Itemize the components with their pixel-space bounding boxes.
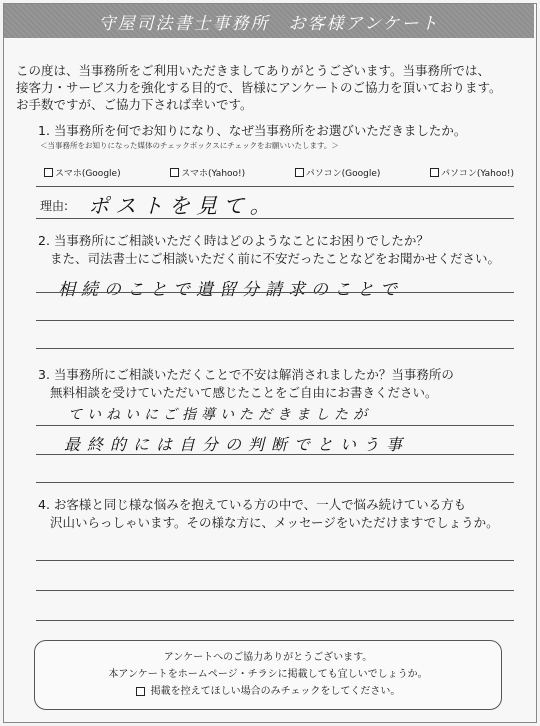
question-3-line2: 無料相談を受けていただいて感じたことをご自由にお書きください。	[50, 385, 438, 400]
publish-opt-out-label: 掲載を控えてほしい場合のみチェックをしてください。	[150, 686, 401, 697]
option-smartphone-yahoo[interactable]	[170, 166, 245, 179]
answer-line	[36, 186, 514, 187]
answer-line	[36, 560, 514, 561]
checkbox-icon[interactable]	[170, 168, 179, 177]
question-4-line2: 沢山いらっしゃいます。その様な方に、メッセージをいただけますでしょうか。	[50, 515, 499, 530]
checkbox-icon[interactable]	[136, 687, 145, 696]
question-2-line1: 2. 当事務所にご相談いただく時はどのようなことにお困りでしたか？	[38, 233, 429, 248]
checkbox-icon[interactable]	[44, 168, 53, 177]
question-3-answer-line1[interactable]: ていねいにご指導いただきましたが	[68, 407, 372, 423]
footer-thanks: アンケートへのご協力ありがとうございます。	[163, 652, 373, 663]
option-label: パソコン(Google)	[305, 169, 381, 179]
media-checkboxes	[44, 166, 514, 179]
option-smartphone-google[interactable]	[44, 166, 121, 179]
answer-line	[36, 482, 514, 483]
question-1: 1. 当事務所を何でお知りになり、なぜ当事務所をお選びいただきましたか。	[38, 123, 467, 138]
publish-opt-out[interactable]	[136, 683, 401, 700]
reason-answer[interactable]: ポストを見て。	[88, 194, 277, 218]
answer-line	[36, 292, 514, 293]
option-label: スマホ(Yahoo!)	[181, 169, 246, 179]
intro-line: 接客力・サービス力を強化する目的で、皆様にアンケートのご協力を頂いております。	[16, 80, 502, 95]
answer-line	[36, 348, 514, 349]
question-4-line1: 4. お客様と同じ様な悩みを抱えている方の中で、一人で悩み続けている方も	[38, 497, 467, 512]
answer-line	[36, 218, 514, 219]
question-3-answer-line2[interactable]: 最終的には自分の判断でという事	[64, 435, 410, 454]
page-title: 守屋司法書士事務所 お客様アンケート	[98, 13, 440, 34]
answer-line	[36, 620, 514, 621]
reason-label: 理由:	[40, 199, 69, 213]
option-pc-google[interactable]	[295, 166, 381, 179]
answer-line	[36, 425, 514, 426]
option-label: スマホ(Google)	[55, 169, 121, 179]
option-pc-yahoo[interactable]	[430, 166, 514, 179]
answer-line	[36, 320, 514, 321]
footer-box	[34, 640, 502, 710]
intro-text	[16, 62, 526, 113]
intro-line: お手数ですが、ご協力下されば幸いです。	[16, 97, 253, 112]
checkbox-icon[interactable]	[295, 168, 304, 177]
answer-line	[36, 590, 514, 591]
footer-permission: 本アンケートをホームページ・チラシに掲載しても宜しいでしょうか。	[108, 669, 428, 680]
question-1-note: ＜当事務所をお知りになった媒体のチェックボックスにチェックをお願いいたします。＞	[40, 141, 339, 150]
answer-line	[36, 454, 514, 455]
question-2-answer[interactable]: 相続のことで遺留分請求のことで	[58, 280, 403, 300]
title-bar	[4, 4, 534, 38]
option-label: パソコン(Yahoo!)	[441, 169, 514, 179]
checkbox-icon[interactable]	[430, 168, 439, 177]
question-2-line2: また、司法書士にご相談いただく前に不安だったことなどをお聞かせください。	[50, 251, 501, 266]
intro-line: この度は、当事務所をご利用いただきましてありがとうございます。当事務所では、	[16, 63, 491, 78]
question-3-line1: 3. 当事務所にご相談いただくことで不安は解消されましたか？当事務所の	[38, 367, 454, 382]
